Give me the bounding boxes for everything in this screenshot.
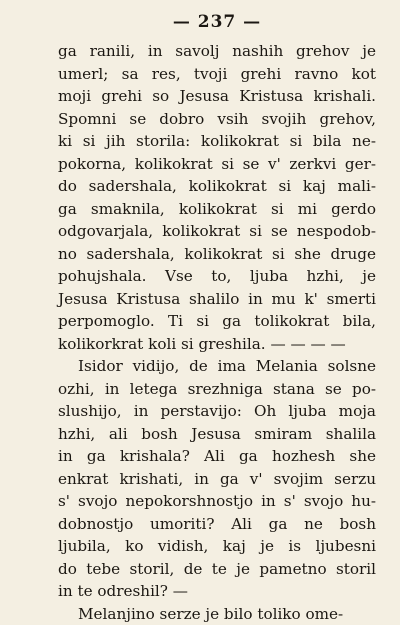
text-line: pohujshala. Vse to, ljuba hzhi, je	[58, 265, 376, 288]
text-line: do sadershala, kolikokrat si kaj mali-	[58, 175, 376, 198]
text-line: umerl; sa res, tvoji grehi ravno kot	[58, 63, 376, 86]
paragraph	[58, 603, 376, 625]
paragraph	[58, 40, 376, 355]
text-line: pokorna, kolikokrat si se v' zerkvi ger-	[58, 153, 376, 176]
text-line: in ga krishala? Ali ga hozhesh she	[58, 445, 376, 468]
text-line: ljubila, ko vidish, kaj je is ljubesni	[58, 535, 376, 558]
text-line: ki si jih storila: kolikokrat si bila ne-	[58, 130, 376, 153]
text-line: slushijo, in perstavijo: Oh ljuba moja	[58, 400, 376, 423]
text-line: Jesusa Kristusa shalilo in mu k' smerti	[58, 288, 376, 311]
text-line: hzhi, ali bosh Jesusa smiram shalila	[58, 423, 376, 446]
text-line: odgovarjala, kolikokrat si se nespodob-	[58, 220, 376, 243]
text-line: perpomoglo. Ti si ga tolikokrat bila,	[58, 310, 376, 333]
text-line: s' svojo nepokorshnostjo in s' svojo hu-	[58, 490, 376, 513]
text-line: enkrat krishati, in ga v' svojim serzu	[58, 468, 376, 491]
text-line: in te odreshil? —	[58, 580, 376, 603]
text-line: Isidor vidijo, de ima Melania solsne	[58, 355, 376, 378]
text-line: dobnostjo umoriti? Ali ga ne bosh	[58, 513, 376, 536]
text-line: ga smaknila, kolikokrat si mi gerdo	[58, 198, 376, 221]
text-line: moji grehi so Jesusa Kristusa krishali.	[58, 85, 376, 108]
body-text	[58, 40, 376, 625]
text-line: kolikorkrat koli si greshila. — — — —	[58, 333, 376, 356]
paragraph	[58, 355, 376, 603]
text-line: Melanjino serze je bilo toliko ome-	[58, 603, 376, 625]
text-line: ozhi, in letega srezhniga stana se po-	[58, 378, 376, 401]
text-line: do tebe storil, de te je pametno storil	[58, 558, 376, 581]
text-line: Spomni se dobro vsih svojih grehov,	[58, 108, 376, 131]
text-line: no sadershala, kolikokrat si she druge	[58, 243, 376, 266]
page-number: — 237 —	[58, 12, 376, 32]
text-line: ga ranili, in savolj nashih grehov je	[58, 40, 376, 63]
